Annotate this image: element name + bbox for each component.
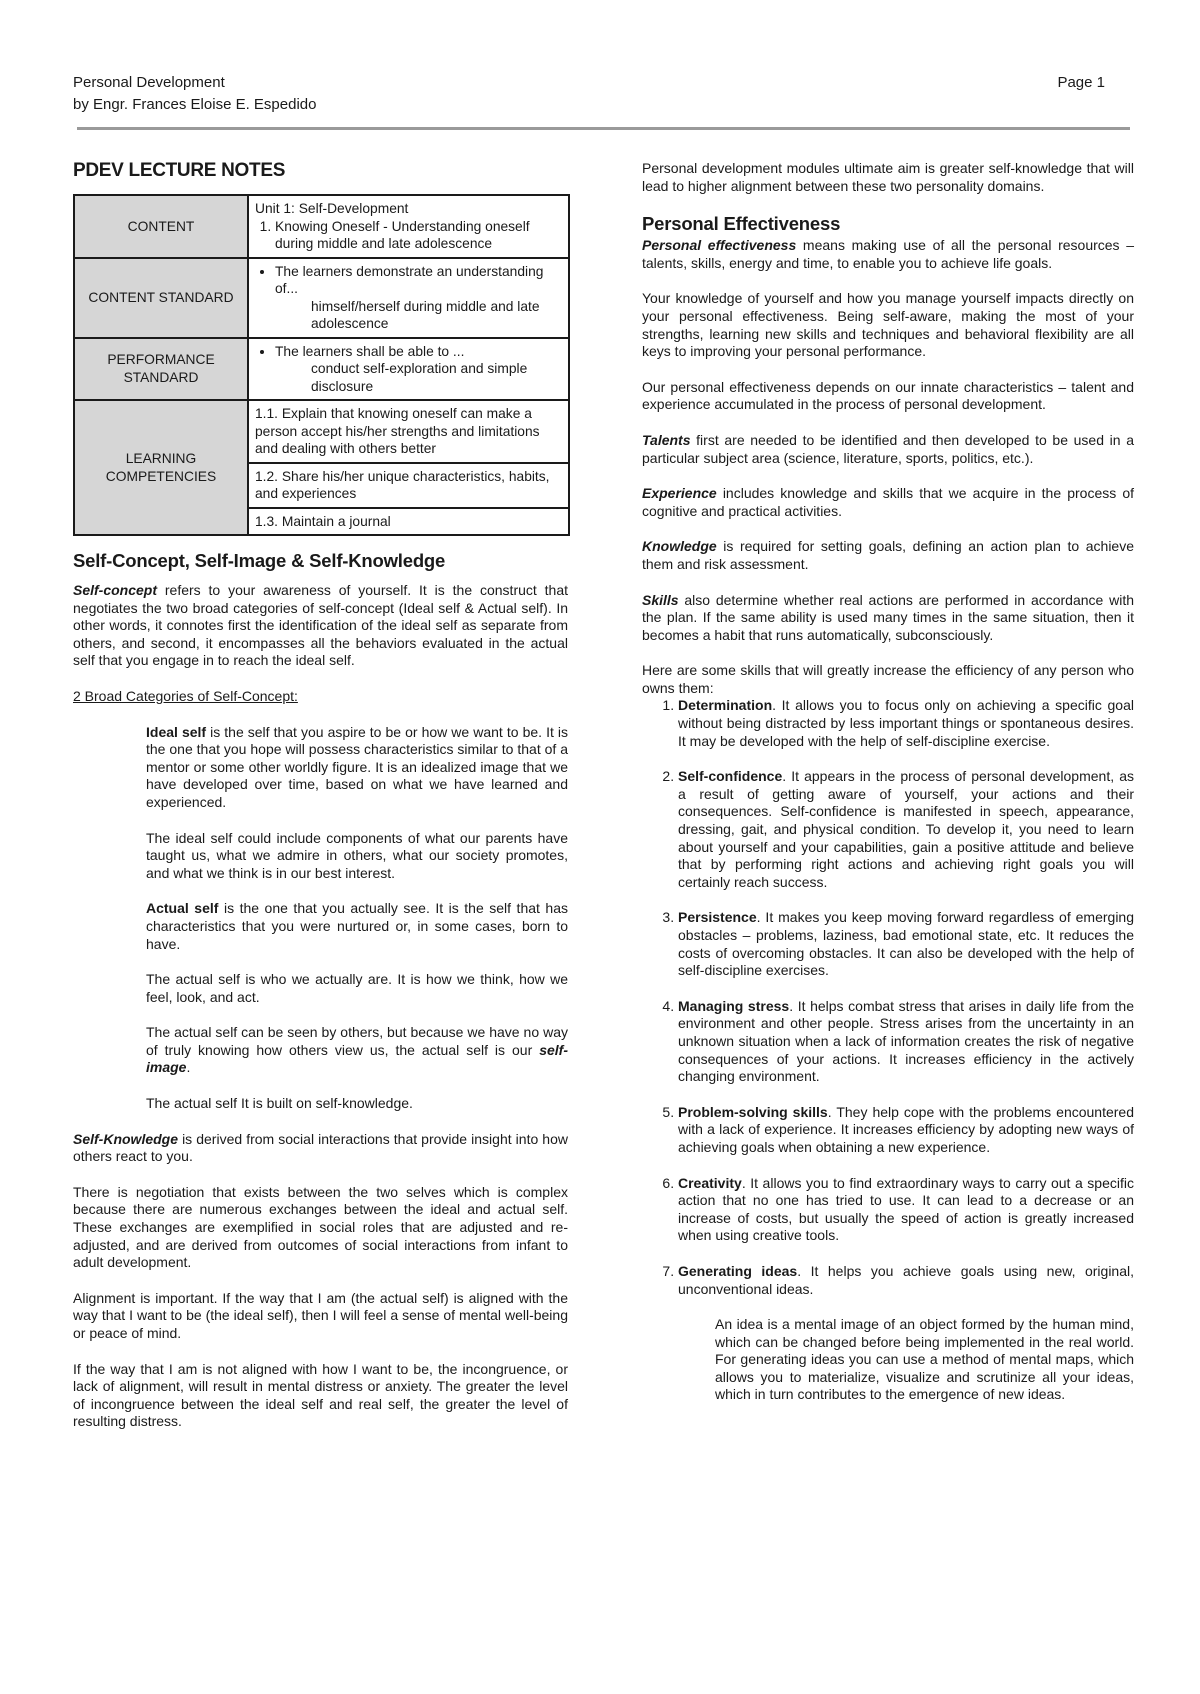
skill-term: Creativity <box>678 1174 742 1191</box>
competency-2: 1.2. Share his/her unique characteristics, habits, and experiences <box>248 463 569 508</box>
personal-effectiveness-text: means making use of all the personal resources – talents, skills, energy and time, to enable you to achieve life goals. <box>642 237 1134 271</box>
categories-label: 2 Broad Categories of Self-Concept: <box>73 687 298 704</box>
document-title: PDEV LECTURE NOTES <box>73 160 286 181</box>
list-item <box>678 998 1134 1086</box>
list-item <box>678 1175 1134 1245</box>
term-actual-self: Actual self <box>146 900 219 917</box>
content-label: CONTENT <box>74 195 248 258</box>
table-row <box>74 338 569 401</box>
competency-3: 1.3. Maintain a journal <box>248 508 569 536</box>
page-header <box>73 72 316 116</box>
experience-paragraph <box>642 485 1134 520</box>
incongruence-paragraph: If the way that I am is not aligned with how I want to be, the incongruence, or lack of alignment, will result in mental distress or anxiety. The greater the level of incongruence between the ideal self and real self, the greater the level of resulting distress. <box>73 1360 568 1430</box>
list-item <box>678 1263 1134 1298</box>
innate-paragraph: Our personal effectiveness depends on our innate characteristics – talent and experience accumulated in the process of personal development. <box>642 378 1134 413</box>
standard-sub: himself/herself during middle and late adolescence <box>311 298 540 331</box>
term-self-image: self-image <box>146 1041 568 1076</box>
term-skills: Skills <box>642 591 679 608</box>
ideal-self-text: is the self that you aspire to be or how we want to be. It is the one that you hope will possess characteristics similar to that of a mentor or some other worldly figure. It is an idealized image that we have developed over time, based on what we have learned and experienced. <box>146 723 568 810</box>
competency-1: 1.1. Explain that knowing oneself can make a person accept his/her strengths and limitations and dealing with others better <box>248 400 569 463</box>
performance-list <box>255 343 562 361</box>
content-unit: Unit 1: Self-Development <box>255 201 409 216</box>
performance-label: PERFORMANCE STANDARD <box>74 338 248 401</box>
term-self-concept: Self-concept <box>73 582 158 598</box>
knowledge-paragraph <box>642 538 1134 573</box>
standard-label: CONTENT STANDARD <box>74 258 248 338</box>
personal-effectiveness-paragraph <box>642 237 1134 272</box>
skills-paragraph <box>642 592 1134 645</box>
header-author: by Engr. Frances Eloise E. Espedido <box>73 96 317 113</box>
intro-paragraph: Personal development modules ultimate aim is greater self-knowledge that will lead to higher alignment between these two personality domains. <box>642 160 1134 194</box>
skill-text: . It appears in the process of personal development, as a result of getting aware of yourself, your actions and their consequences. Self-confidence is manifested in speech, appearance, dressing, gait, and physical condition. To develop it, you need to learn about yourself and your capabilities, gain a positive attitude and believe that by performing right actions and achieving right goals you will certainly reach success. <box>678 768 1134 890</box>
talents-paragraph <box>642 432 1134 467</box>
performance-cell <box>248 338 569 401</box>
skills-list <box>642 697 1134 1298</box>
actual-self-paragraph <box>146 900 568 953</box>
list-item <box>678 697 1134 750</box>
negotiation-paragraph: There is negotiation that exists between the two selves which is complex because there are numerous exchanges between the ideal and actual self. These exchanges are exemplified in social roles that are adjusted and re-adjusted, and are derived from outcomes of social interactions from infant to adult development. <box>73 1183 568 1271</box>
skill-text: . They help cope with the problems encountered with a lack of experience. It increases efficiency by adopting new ways of achieving goals when obtaining a new experience. <box>678 1103 1134 1155</box>
skill-term: Managing stress <box>678 997 790 1014</box>
header-title: Personal Development <box>73 74 225 91</box>
actual-self-paragraph-3 <box>146 1024 568 1077</box>
skill-text: . It allows you to focus only on achieving a specific goal without being distracted by less important things or spontaneous desires. It may be developed with the help of self-discipline exercise. <box>678 697 1134 749</box>
standard-list <box>255 263 562 298</box>
competencies-label: LEARNING COMPETENCIES <box>74 400 248 535</box>
skill-text: . It helps combat stress that arises in daily life from the environment and other people. Stress arises from the uncertainty in an unknown situation when a lack of information creates the risk of negative consequences of your actions. It increases efficiency in the actively changing environment. <box>678 997 1134 1085</box>
skill-term: Persistence <box>678 909 757 926</box>
experience-text: includes knowledge and skills that we acquire in the process of cognitive and practical activities. <box>642 485 1134 519</box>
self-knowledge-impact-paragraph: Your knowledge of yourself and how you manage yourself impacts directly on your personal effectiveness. Being self-aware, making the most of your strengths, learning new skills and techniques and behavioral flexibility are all keys to improving your personal performance. <box>642 290 1134 360</box>
standard-cell <box>248 258 569 338</box>
table-row <box>74 258 569 338</box>
header-divider <box>77 127 1130 130</box>
skill-term: Generating ideas <box>678 1262 798 1279</box>
content-list <box>255 218 562 253</box>
ideal-self-paragraph <box>146 724 568 812</box>
performance-bullet: • The learners shall be able to ... <box>275 343 562 361</box>
standard-bullet: • The learners demonstrate an understanding of... <box>275 263 562 298</box>
list-item <box>678 1104 1134 1157</box>
skills-intro: Here are some skills that will greatly increase the efficiency of any person who owns them: <box>642 662 1134 696</box>
list-item <box>678 909 1134 979</box>
skills-text: also determine whether real actions are performed in accordance with the plan. If the same ability is used many times in the same situation, then it becomes a habit that runs automatically, subconsciously. <box>642 591 1134 643</box>
content-cell <box>248 195 569 258</box>
skill-text: . It allows you to find extraordinary ways to carry out a specific action that no one has tried to use. It can lead to a decrease or an increase of costs, but usually the speed of action is greatly increased when using creative tools. <box>678 1174 1134 1244</box>
section-heading-personal-effectiveness: Personal Effectiveness <box>642 213 841 235</box>
curriculum-table <box>73 194 570 536</box>
skill-term: Self-confidence <box>678 768 783 785</box>
table-row <box>74 400 569 463</box>
content-item: 1. Knowing Oneself - Understanding oneself during middle and late adolescence <box>275 218 562 253</box>
performance-sub: conduct self-exploration and simple disclosure <box>311 361 528 394</box>
page-number: Page 1 <box>1057 74 1105 91</box>
talents-text: first are needed to be identified and then developed to be used in a particular subject area (science, literature, sports, politics, etc.). <box>642 431 1134 466</box>
section-heading-self-concept: Self-Concept, Self-Image & Self-Knowledge <box>73 550 446 571</box>
alignment-paragraph: Alignment is important. If the way that I am (the actual self) is aligned with the way that I want to be (the ideal self), then I will feel a sense of mental well-being or peace of mind. <box>73 1289 568 1341</box>
right-column <box>642 160 1134 1422</box>
term-talents: Talents <box>642 431 691 448</box>
actual-self-p3-end: . <box>186 1059 191 1076</box>
actual-self-paragraph-4: The actual self It is built on self-knowledge. <box>146 1095 413 1112</box>
self-knowledge-text: is derived from social interactions that provide insight into how others react to you. <box>73 1130 568 1165</box>
actual-self-text: is the one that you actually see. It is the self that has characteristics that you were nurtured or, in some cases, born to have. <box>146 900 568 952</box>
self-concept-text: refers to your awareness of yourself. It is the construct that negotiates the two broad categories of self-concept (Ideal self & Actual self). In other words, it connotes first the identification of the ideal self as separate from others, and second, it encompasses all the behaviors evaluated in the actual self that you engage in to reach the ideal self. <box>73 582 568 669</box>
skill-term: Problem-solving skills <box>678 1103 828 1120</box>
left-column <box>73 160 568 1449</box>
list-item <box>678 768 1134 891</box>
term-personal-effectiveness: Personal effectiveness <box>642 237 797 254</box>
actual-self-paragraph-2: The actual self is who we actually are. It is how we think, how we feel, look, and act. <box>146 971 568 1005</box>
term-experience: Experience <box>642 485 717 502</box>
skill-term: Determination <box>678 697 773 714</box>
self-concept-paragraph <box>73 582 568 670</box>
self-knowledge-paragraph <box>73 1131 568 1166</box>
idea-paragraph: An idea is a mental image of an object formed by the human mind, which can be changed before being implemented in the real world. For generating ideas you can use a method of mental maps, which allows you to materialize, visualize and scrutinize all your ideas, which in turn contributes to the emergence of new ideas. <box>715 1316 1134 1403</box>
term-knowledge: Knowledge <box>642 538 717 555</box>
knowledge-text: is required for setting goals, defining an action plan to achieve them and risk assessment. <box>642 538 1134 572</box>
ideal-self-paragraph-2: The ideal self could include components of what our parents have taught us, what we admire in others, what our society promotes, and what we think is in our best interest. <box>146 829 568 881</box>
skill-text: . It makes you keep moving forward regardless of emerging obstacles – problems, laziness, bad emotional state, etc. It reduces the costs of overcoming obstacles. It can also be developed with the help of self-discipline exercises. <box>678 909 1134 979</box>
actual-self-p3-text: The actual self can be seen by others, but because we have no way of truly knowing how others view us, the actual self is our <box>146 1024 568 1058</box>
term-ideal-self: Ideal self <box>146 723 207 740</box>
term-self-knowledge: Self-Knowledge <box>73 1130 179 1147</box>
table-row <box>74 195 569 258</box>
skill-text: . It helps you achieve goals using new, original, unconventional ideas. <box>678 1262 1134 1297</box>
